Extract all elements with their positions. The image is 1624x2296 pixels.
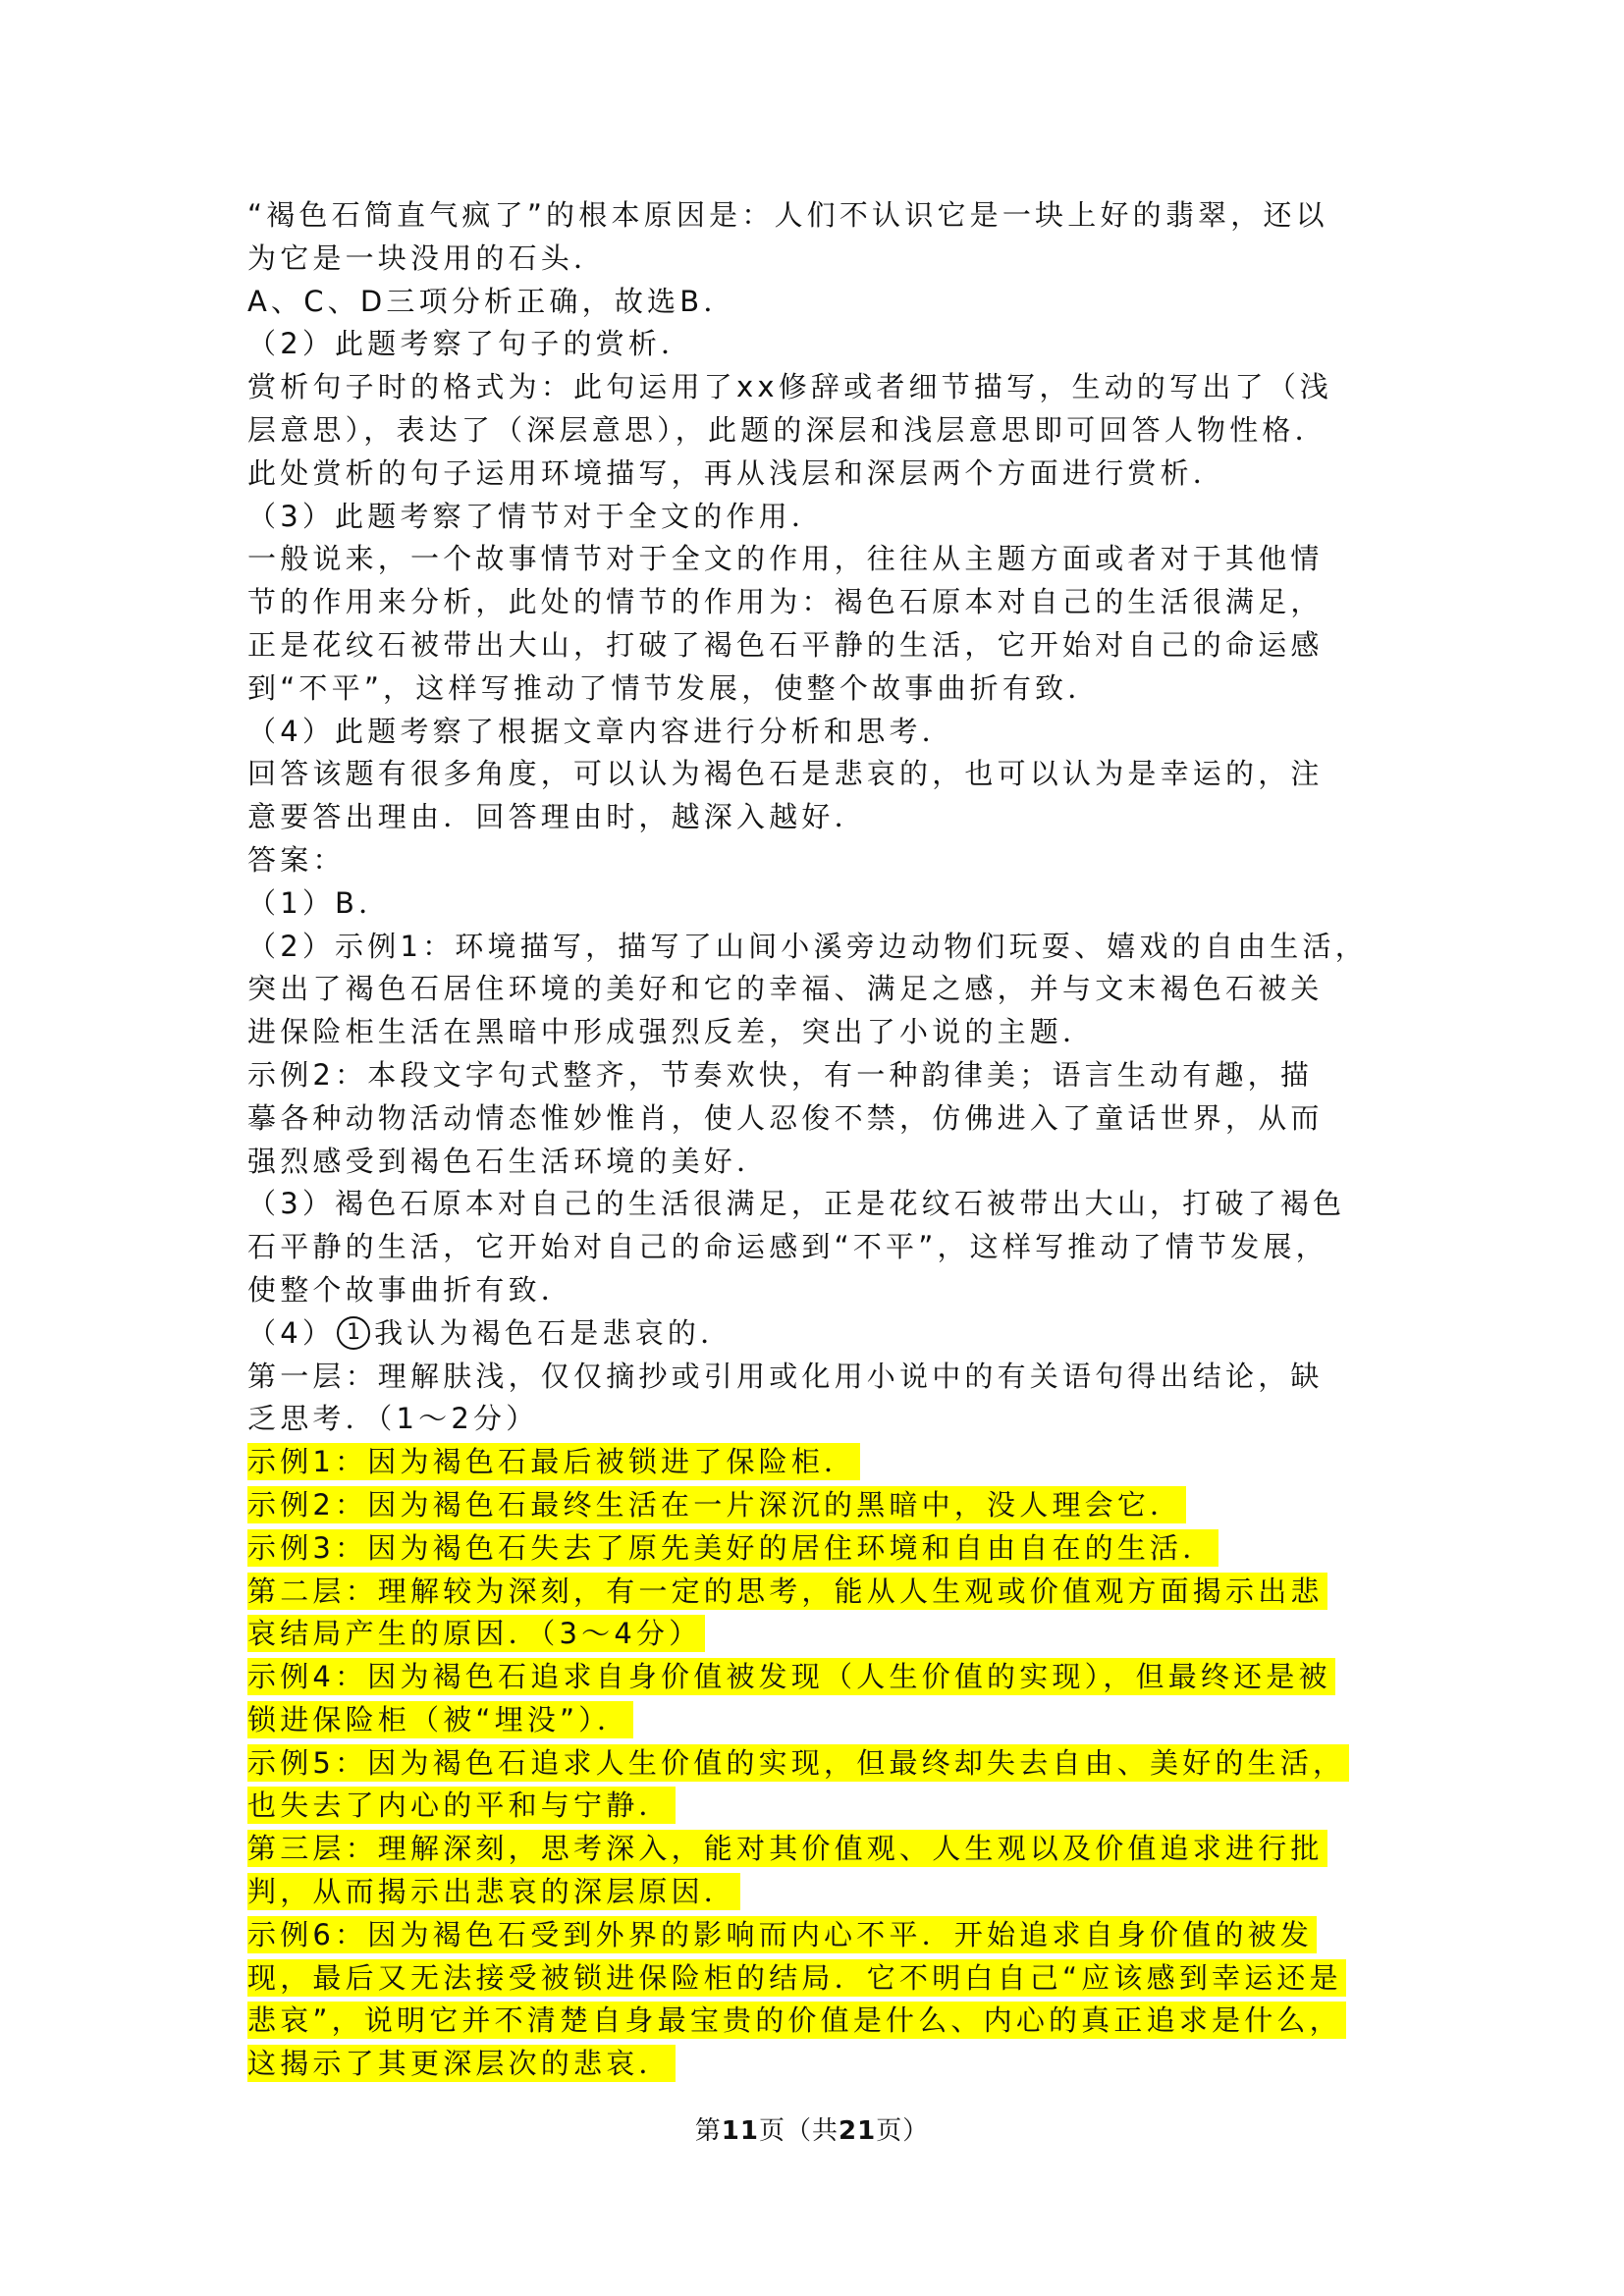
line-text: 示例1：因为褐色石最后被锁进了保险柜． [247,1445,857,1479]
text-line [247,1183,1386,1226]
text-line [247,1356,1386,1399]
line-text: 哀结局产生的原因．（3～4分） [247,1617,702,1651]
text-line [247,1398,1386,1441]
line-content [247,1916,1317,1953]
line-text: 第二层：理解较为深刻，有一定的思考，能从人生观或价值观方面揭示出悲 [247,1574,1324,1608]
document-body [247,194,1386,2086]
text-line [247,711,1386,754]
line-content [247,456,1225,490]
line-content [247,843,346,877]
line-content [247,1744,1349,1782]
text-line [247,753,1386,796]
line-text: 为它是一块没用的石头． [247,240,607,275]
highlighted-text-line [247,1871,1386,1914]
line-content [247,1787,676,1824]
text-line [247,323,1386,366]
footer-total-pages: 21 [839,2116,877,2146]
line-text: 层意思），表达了（深层意思），此题的深层和浅层意思即可回答人物性格． [247,412,1327,447]
text-line [247,453,1386,496]
line-text: 示例4：因为褐色石追求自身价值被发现（人生价值的实现），但最终还是被 [247,1660,1331,1694]
line-content [247,1360,1324,1393]
line-content [247,585,1324,618]
line-text: （1）B． [247,885,392,920]
line-content [247,972,1324,1005]
text-line [247,796,1386,839]
highlighted-text-line [247,1571,1386,1614]
highlighted-text-line [247,1828,1386,1871]
text-line [247,1141,1386,1184]
text-line [247,1269,1386,1312]
line-text: 进保险柜生活在黑暗中形成强烈反差，突出了小说的主题． [247,1015,1096,1049]
footer-post: 页） [876,2116,930,2146]
line-text: 突出了褐色石居住环境的美好和它的幸福、满足之感，并与文末褐色石被关 [247,972,1324,1006]
line-content [247,1230,1328,1263]
line-content [247,542,1324,575]
line-content [247,1873,740,1910]
circled-number: 1 [337,1316,370,1350]
line-text: 石平静的生活，它开始对自己的命运感到“不平”，这样写推动了情节发展， [247,1230,1328,1264]
highlighted-text-line [247,2043,1386,2086]
line-content [247,1959,1346,1997]
highlighted-text-line [247,1441,1386,1484]
line-text: 我认为褐色石是悲哀的． [374,1315,733,1350]
highlighted-text-line [247,1527,1386,1571]
page-footer [0,2110,1624,2147]
text-line [247,1097,1386,1141]
line-content [247,1316,732,1350]
line-content [247,715,954,748]
line-text: 乏思考．（1～2分） [247,1402,539,1436]
line-text: 示例2：本段文字句式整齐，节奏欢快，有一种韵律美；语言生动有趣，描 [247,1057,1314,1092]
line-text: （2）示例1：环境描写，描写了山间小溪旁边动物们玩耍、嬉戏的自由生活， [247,929,1368,963]
highlighted-text-line [247,1699,1386,1742]
line-content [247,500,824,533]
line-text: 第一层：理解肤浅，仅仅摘抄或引用或化用小说中的有关语句得出结论，缺 [247,1359,1324,1393]
line-text: 锁进保险柜（被“埋没”）． [247,1702,630,1736]
line-content [247,930,1368,963]
text-line [247,968,1386,1011]
highlighted-text-line [247,1656,1386,1699]
text-line [247,409,1386,453]
line-text: 意要答出理由．回答理由时，越深入越好． [247,800,867,834]
text-line [247,1226,1386,1269]
text-line [247,624,1386,667]
line-content [247,1015,1095,1048]
line-text: 回答该题有很多角度，可以认为褐色石是悲哀的，也可以认为是幸运的，注 [247,757,1324,791]
text-line [247,667,1386,711]
footer-mid: 页（共 [758,2116,839,2146]
line-content [247,1443,860,1480]
line-content [247,1058,1313,1092]
line-text: 节的作用来分析，此处的情节的作用为：褐色石原本对自己的生活很满足， [247,585,1324,619]
line-content [247,628,1324,662]
highlighted-text-line [247,2000,1386,2043]
text-line [247,281,1386,324]
highlighted-text-line [247,1957,1386,2001]
line-content [247,1658,1335,1695]
text-line [247,538,1386,581]
text-line [247,882,1386,926]
line-content [247,671,1100,705]
line-text: 使整个故事曲折有致． [247,1272,574,1307]
line-text: 也失去了内心的平和与宁静． [247,1789,672,1823]
highlighted-text-line [247,1484,1386,1527]
text-line [247,1054,1386,1097]
line-text: 到“不平”，这样写推动了情节发展，使整个故事曲折有致． [247,670,1101,705]
highlighted-text-line [247,1785,1386,1828]
line-content [247,1701,633,1738]
line-text: 强烈感受到褐色石生活环境的美好． [247,1144,770,1178]
line-text: 赏析句子时的格式为：此句运用了xx修辞或者细节描写，生动的写出了（浅 [247,370,1333,404]
line-content [247,1187,1345,1220]
line-content [247,757,1324,790]
highlighted-text-line [247,1613,1386,1656]
highlighted-text-line [247,1742,1386,1786]
line-text: （3）褐色石原本对自己的生活很满足，正是花纹石被带出大山，打破了褐色 [247,1187,1346,1221]
line-content [247,1145,769,1178]
text-line [247,839,1386,882]
line-text: 示例3：因为褐色石失去了原先美好的居住环境和自由自在的生活． [247,1530,1216,1565]
line-text: A、C、D三项分析正确，故选B． [247,284,736,318]
line-content [247,1486,1186,1523]
line-text: 此处赏析的句子运用环境描写，再从浅层和深层两个方面进行赏析． [247,455,1226,490]
text-line [247,1312,1386,1356]
line-text: （4）此题考察了根据文章内容进行分析和思考． [247,714,954,748]
line-content [247,370,1332,403]
line-content [247,1830,1327,1867]
footer-pre: 第 [694,2116,722,2146]
line-content [247,1573,1327,1610]
line-text: 正是花纹石被带出大山，打破了褐色石平静的生活，它开始对自己的命运感 [247,627,1324,662]
line-content [247,1615,705,1652]
line-text: “褐色石简直气疯了”的根本原因是：人们不认识它是一块上好的翡翠，还以 [247,198,1328,232]
line-text: 判，从而揭示出悲哀的深层原因． [247,1875,737,1909]
text-line [247,1011,1386,1054]
line-content [247,1273,573,1307]
line-content [247,2002,1346,2039]
line-text: 答案： [247,842,346,877]
line-text: 一般说来，一个故事情节对于全文的作用，往往从主题方面或者对于其他情 [247,542,1324,576]
line-prefix: （4） [247,1315,336,1350]
line-content [247,1402,538,1435]
line-text: 这揭示了其更深层次的悲哀． [247,2047,672,2081]
footer-page-number: 11 [721,2116,759,2146]
line-text: 摹各种动物活动情态惟妙惟肖，使人忍俊不禁，仿佛进入了童话世界，从而 [247,1100,1324,1135]
line-content [247,413,1327,447]
text-line [247,926,1386,969]
text-line [247,194,1386,238]
line-text: 第三层：理解深刻，思考深入，能对其价值观、人生观以及价值追求进行批 [247,1832,1324,1866]
text-line [247,581,1386,624]
line-text: （2）此题考察了句子的赏析． [247,327,694,361]
line-content [247,285,736,318]
line-content [247,1101,1324,1135]
line-content [247,2045,676,2082]
highlighted-text-line [247,1914,1386,1957]
line-text: 现，最后又无法接受被锁进保险柜的结局．它不明白自己“应该感到幸运还是 [247,1960,1342,1995]
line-content [247,1529,1218,1567]
line-content [247,198,1328,232]
line-content [247,327,693,360]
line-content [247,241,606,275]
line-text: 示例6：因为褐色石受到外界的影响而内心不平．开始追求自身价值的被发 [247,1917,1314,1951]
line-text: （3）此题考察了情节对于全文的作用． [247,499,825,533]
line-content [247,886,391,920]
text-line [247,496,1386,539]
line-content [247,800,867,833]
text-line [247,366,1386,409]
line-text: 悲哀”，说明它并不清楚自身最宝贵的价值是什么、内心的真正追求是什么， [247,2003,1342,2038]
line-text: 示例5：因为褐色石追求人生价值的实现，但最终却失去自由、美好的生活， [247,1745,1346,1780]
text-line [247,238,1386,281]
line-text: 示例2：因为褐色石最终生活在一片深沉的黑暗中，没人理会它． [247,1487,1183,1522]
